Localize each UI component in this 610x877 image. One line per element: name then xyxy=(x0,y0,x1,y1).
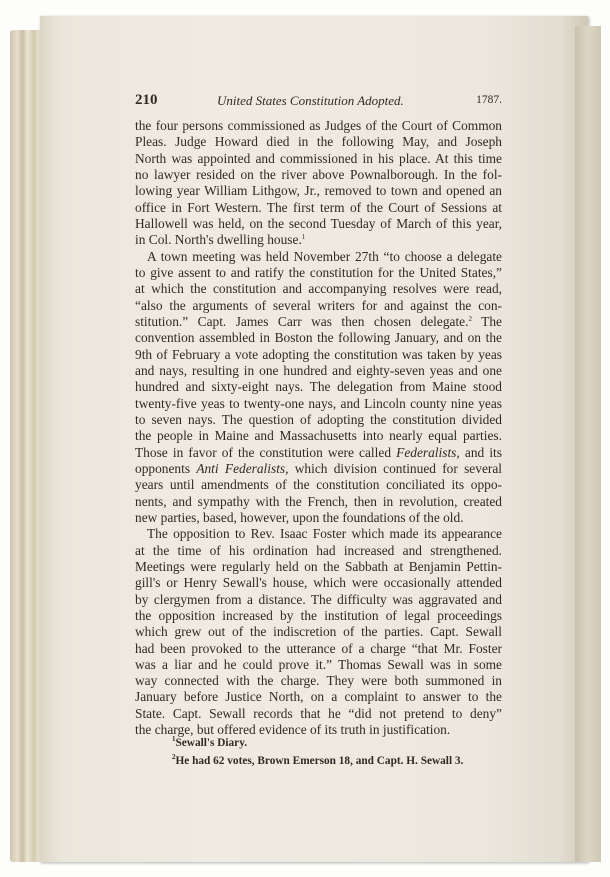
footnote-reference: 1 xyxy=(301,233,306,242)
text-segment: at the time of his ordination had increased and strengthened. xyxy=(135,542,502,558)
text-line xyxy=(135,347,502,363)
text-segment: convention assembled in Boston the following January, and on the xyxy=(135,330,502,346)
italic-text: Federalists, xyxy=(396,444,460,460)
text-line xyxy=(135,167,502,183)
text-segment: gill's or Henry Sewall's house, which were occasionally attended xyxy=(135,575,502,591)
text-line xyxy=(135,183,502,199)
text-line xyxy=(135,543,502,559)
text-line xyxy=(135,428,502,444)
text-segment: in Col. North's dwelling house. xyxy=(135,232,302,248)
text-line xyxy=(135,412,502,428)
text-segment: North was appointed and commissioned in his place. At this time xyxy=(135,150,502,166)
text-segment: to seven nays. The question of adopting the constitution divided xyxy=(135,411,502,427)
text-segment: hundred and sixty-eight nays. The delegation from Maine stood xyxy=(135,379,502,395)
text-line xyxy=(135,298,502,314)
text-segment: “also the arguments of several writers for and against the con- xyxy=(135,297,502,313)
text-segment: the four persons commissioned as Judges of the Court of Common xyxy=(135,118,502,133)
text-line xyxy=(135,559,502,575)
text-line xyxy=(135,673,502,689)
text-segment: which division continued for several xyxy=(288,460,503,476)
text-segment: by clergymen from a distance. The difficulty was aggravated and xyxy=(135,591,502,607)
paragraph xyxy=(135,249,502,527)
paragraph xyxy=(135,526,502,738)
footnote-text: He had 62 votes, Brown Emerson 18, and Capt. H. Sewall 3. xyxy=(175,755,464,767)
text-segment: nents, and sympathy with the French, then in revolution, created xyxy=(135,493,502,509)
text-segment: no lawyer resided on the river above Pownalborough. In the fol- xyxy=(135,166,502,182)
text-line xyxy=(135,526,502,542)
paragraph xyxy=(135,118,502,249)
running-title: United States Constitution Adopted. xyxy=(217,93,404,108)
footnote-mark: 2 xyxy=(172,753,176,761)
italic-text: Anti Federalists, xyxy=(196,460,289,476)
text-segment: opponents xyxy=(135,460,197,476)
text-segment: Meetings were regularly held on the Sabbath at Benjamin Pettin- xyxy=(135,558,502,574)
text-segment: twenty-five yeas to twenty-one nays, and Lincoln county nine yeas xyxy=(135,395,502,411)
footnote-text: Sewall's Diary. xyxy=(175,737,248,749)
text-segment: the people in Maine and Massachusetts into nearly equal parties. xyxy=(135,428,502,444)
text-segment: was a liar and he could prove it.” Thomas Sewall was in some xyxy=(135,656,502,672)
text-line xyxy=(135,477,502,493)
text-line xyxy=(135,510,502,526)
text-segment: lowing year William Lithgow, Jr., removed to town and opened an xyxy=(135,183,502,199)
text-segment: and nays, resulting in one hundred and eighty-seven yeas and one xyxy=(135,362,502,378)
text-line xyxy=(135,232,502,248)
next-page-edge xyxy=(575,26,601,862)
text-line xyxy=(135,494,502,510)
text-line xyxy=(135,216,502,232)
text-line xyxy=(135,330,502,346)
text-segment: the opposition increased by the institution of legal proceedings xyxy=(135,607,502,623)
text-line xyxy=(135,592,502,608)
text-line xyxy=(135,314,502,330)
text-segment: way connected with the charge. They were both summoned in xyxy=(135,673,502,689)
text-segment: office in Fort Western. The first term of the Court of Sessions at xyxy=(135,199,502,215)
text-segment: The xyxy=(471,313,502,329)
footnote-2 xyxy=(172,755,463,767)
text-segment: years until amendments of the constitution conciliated its oppo- xyxy=(135,477,502,493)
page-number: 210 xyxy=(135,92,158,108)
text-line xyxy=(135,641,502,657)
body-text xyxy=(135,118,502,738)
text-segment: new parties, based, however, upon the foundations of the old. xyxy=(135,509,464,525)
footnote-reference: 2 xyxy=(468,314,472,323)
text-line xyxy=(135,657,502,673)
text-segment: State. Capt. Sewall records that he “did not pretend to deny” xyxy=(135,705,502,721)
text-segment: to give assent to and ratify the constitution for the United States,” xyxy=(135,264,502,280)
text-segment: the charge, but offered evidence of its truth in justification. xyxy=(135,722,451,738)
text-line xyxy=(135,575,502,591)
text-line xyxy=(135,706,502,722)
text-segment: The opposition to Rev. Isaac Foster which made its appearance xyxy=(147,526,502,542)
text-segment: A town meeting was held November 27th “to choose a delegate xyxy=(147,248,502,264)
text-segment: Hallowell was held, on the second Tuesday of March of this year, xyxy=(135,215,502,231)
text-line xyxy=(135,134,502,150)
text-line xyxy=(135,265,502,281)
text-line xyxy=(135,249,502,265)
text-segment: had been provoked to the utterance of a charge “that Mr. Foster xyxy=(135,640,502,656)
text-segment: stitution.” Capt. James Carr was then chosen delegate. xyxy=(135,313,469,329)
text-line xyxy=(135,151,502,167)
text-line xyxy=(135,379,502,395)
text-line xyxy=(135,396,502,412)
text-segment: Those in favor of the constitution were called xyxy=(135,444,397,460)
text-line xyxy=(135,118,502,134)
text-line xyxy=(135,200,502,216)
header-year: 1787. xyxy=(476,94,502,106)
footnote-1 xyxy=(172,737,247,749)
text-line xyxy=(135,624,502,640)
text-segment: at which the constitution and accompanying resolves were read, xyxy=(135,281,502,297)
text-line xyxy=(135,608,502,624)
text-line xyxy=(135,445,502,461)
text-segment: Pleas. Judge Howard died in the following May, and Joseph xyxy=(135,134,502,150)
text-line xyxy=(135,461,502,477)
text-line xyxy=(135,689,502,705)
text-line xyxy=(135,363,502,379)
text-segment: and its xyxy=(459,444,502,460)
text-segment: which grew out of the indiscretion of the parties. Capt. Sewall xyxy=(135,624,502,640)
text-segment: January before Justice North, on a complaint to answer to the xyxy=(135,689,502,705)
footnote-mark: 1 xyxy=(172,735,176,743)
text-segment: 9th of February a vote adopting the constitution was taken by yeas xyxy=(135,346,502,362)
text-line xyxy=(135,281,502,297)
running-header xyxy=(135,92,502,110)
